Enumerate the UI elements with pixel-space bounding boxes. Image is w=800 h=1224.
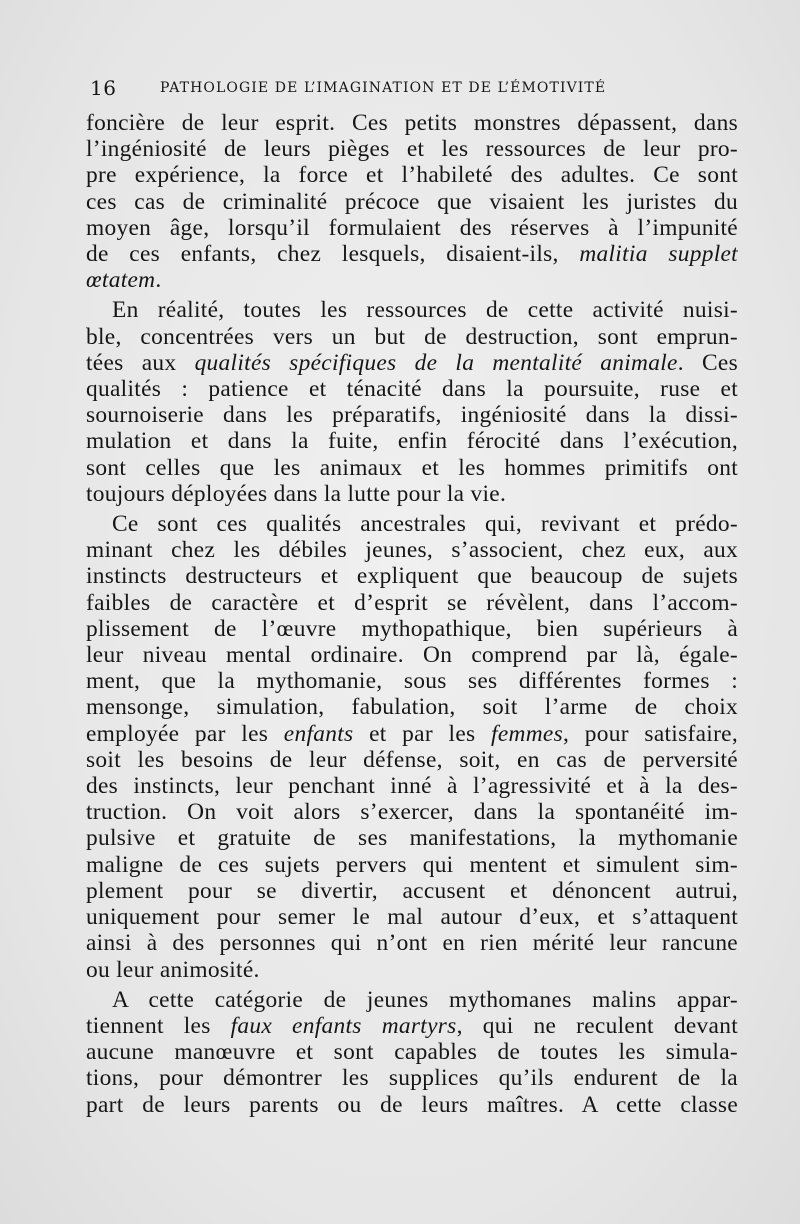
text-line <box>86 1065 738 1091</box>
line-text: pulsive et gratuite de ses manifestations, la mythomanie <box>86 825 738 852</box>
italic-text: qualités spécifiques de la mentalité animale <box>194 349 678 376</box>
paragraph <box>86 987 738 1118</box>
paragraph <box>86 110 738 293</box>
text-line <box>86 878 738 904</box>
line-text: tiennent les <box>86 1012 231 1039</box>
text-line <box>86 590 738 616</box>
italic-text: femmes <box>491 720 563 747</box>
line-text: aucune manœuvre et sont capables de toutes les simula- <box>86 1039 738 1066</box>
text-line <box>86 1039 738 1065</box>
text-line <box>86 376 738 402</box>
text-line <box>86 852 738 878</box>
line-text: mulation et dans la fuite, enfin férocité dans l’exécution, <box>86 428 738 455</box>
running-title: PATHOLOGIE DE L’IMAGINATION ET DE L’ÉMOTIVITÉ <box>160 80 607 96</box>
line-text: tées aux <box>86 349 195 376</box>
text-line <box>86 455 738 481</box>
line-text: mensonge, simulation, fabulation, soit l’arme de choix <box>86 694 738 721</box>
text-line <box>86 110 738 136</box>
line-text: ou leur animosité. <box>86 956 260 983</box>
text-line <box>86 987 738 1013</box>
line-text: Ce sont ces qualités ancestrales qui, revivant et prédo- <box>112 511 738 538</box>
italic-text: faux enfants martyrs <box>230 1012 457 1039</box>
text-line <box>86 481 738 507</box>
line-text: part de leurs parents ou de leurs maîtres. A cette classe <box>86 1091 738 1118</box>
line-text: truction. On voit alors s’exercer, dans la spontanéité im- <box>86 799 738 826</box>
italic-text: malitia supplet <box>579 241 738 268</box>
line-text: leur niveau mental ordinaire. On comprend par là, égale- <box>86 642 738 669</box>
text-line <box>86 402 738 428</box>
paragraph <box>86 511 738 983</box>
text-line <box>86 511 738 537</box>
text-line <box>86 563 738 589</box>
line-text: maligne de ces sujets pervers qui mentent et simulent sim- <box>86 851 738 878</box>
text-line <box>86 694 738 720</box>
italic-text: enfants <box>283 720 354 747</box>
text-line <box>86 957 738 983</box>
line-text: toujours déployées dans la lutte pour la vie. <box>86 480 507 507</box>
text-line <box>86 668 738 694</box>
line-text: A cette catégorie de jeunes mythomanes malins appar- <box>112 986 738 1013</box>
text-line <box>86 904 738 930</box>
line-text: . <box>155 267 162 294</box>
line-text: l’ingéniosité de leurs pièges et les ressources de leur pro- <box>86 136 738 163</box>
text-line <box>86 428 738 454</box>
line-text: foncière de leur esprit. Ces petits monstres dépassent, dans <box>86 110 738 136</box>
text-line <box>86 773 738 799</box>
line-text: sournoiserie dans les préparatifs, ingéniosité dans la dissi- <box>86 402 738 429</box>
line-text: et par les <box>353 720 492 747</box>
text-line <box>86 537 738 563</box>
text-line <box>86 189 738 215</box>
page-number: 16 <box>90 76 117 100</box>
text-line <box>86 215 738 241</box>
line-text: employée par les <box>86 720 284 747</box>
line-text: des instincts, leur penchant inné à l’agressivité et à la des- <box>86 773 738 800</box>
text-line <box>86 930 738 956</box>
paragraph <box>86 297 738 507</box>
line-text: soit les besoins de leur défense, soit, en cas de perversité <box>86 746 738 773</box>
text-line <box>86 297 738 323</box>
line-text: sont celles que les animaux et les hommes primitifs ont <box>86 454 738 481</box>
text-line <box>86 267 738 293</box>
page-header <box>90 76 740 100</box>
line-text: faibles de caractère et d’esprit se révèlent, dans l’accom- <box>86 589 738 616</box>
line-text: uniquement pour semer le mal autour d’eux, et s’attaquent <box>86 904 738 931</box>
text-line <box>86 1013 738 1039</box>
line-text: instincts destructeurs et expliquent que beaucoup de sujets <box>86 563 738 590</box>
line-text: En réalité, toutes les ressources de cette activité nuisi- <box>112 297 738 324</box>
line-text: . Ces <box>677 349 739 376</box>
italic-text: œtatem <box>86 267 156 294</box>
line-text: plissement de l’œuvre mythopathique, bien supérieurs à <box>86 615 738 642</box>
line-text: minant chez les débiles jeunes, s’associent, chez eux, aux <box>86 537 738 564</box>
body-text <box>86 110 738 1118</box>
line-text: ble, concentrées vers un but de destruction, sont emprun- <box>86 323 738 350</box>
text-line <box>86 1092 738 1118</box>
line-text: plement pour se divertir, accusent et dénoncent autrui, <box>86 877 738 904</box>
text-line <box>86 721 738 747</box>
text-line <box>86 616 738 642</box>
text-line <box>86 825 738 851</box>
text-line <box>86 642 738 668</box>
line-text: qualités : patience et ténacité dans la poursuite, ruse et <box>86 376 738 403</box>
line-text: ainsi à des personnes qui n’ont en rien mérité leur rancune <box>86 930 738 957</box>
text-line <box>86 162 738 188</box>
line-text: ces cas de criminalité précoce que visaient les juristes du <box>86 188 738 215</box>
text-line <box>86 350 738 376</box>
text-line <box>86 747 738 773</box>
line-text: moyen âge, lorsqu’il formulaient des réserves à l’impunité <box>86 214 738 241</box>
line-text: , qui ne reculent devant <box>456 1012 738 1039</box>
text-line <box>86 136 738 162</box>
line-text: de ces enfants, chez lesquels, disaient-ils, <box>86 241 580 268</box>
line-text: tions, pour démontrer les supplices qu’ils endurent de la <box>86 1065 738 1092</box>
text-line <box>86 241 738 267</box>
text-line <box>86 324 738 350</box>
line-text: pre expérience, la force et l’habileté des adultes. Ce sont <box>86 162 738 189</box>
line-text: , pour satisfaire, <box>562 720 738 747</box>
text-line <box>86 799 738 825</box>
line-text: ment, que la mythomanie, sous ses différentes formes : <box>86 668 738 695</box>
